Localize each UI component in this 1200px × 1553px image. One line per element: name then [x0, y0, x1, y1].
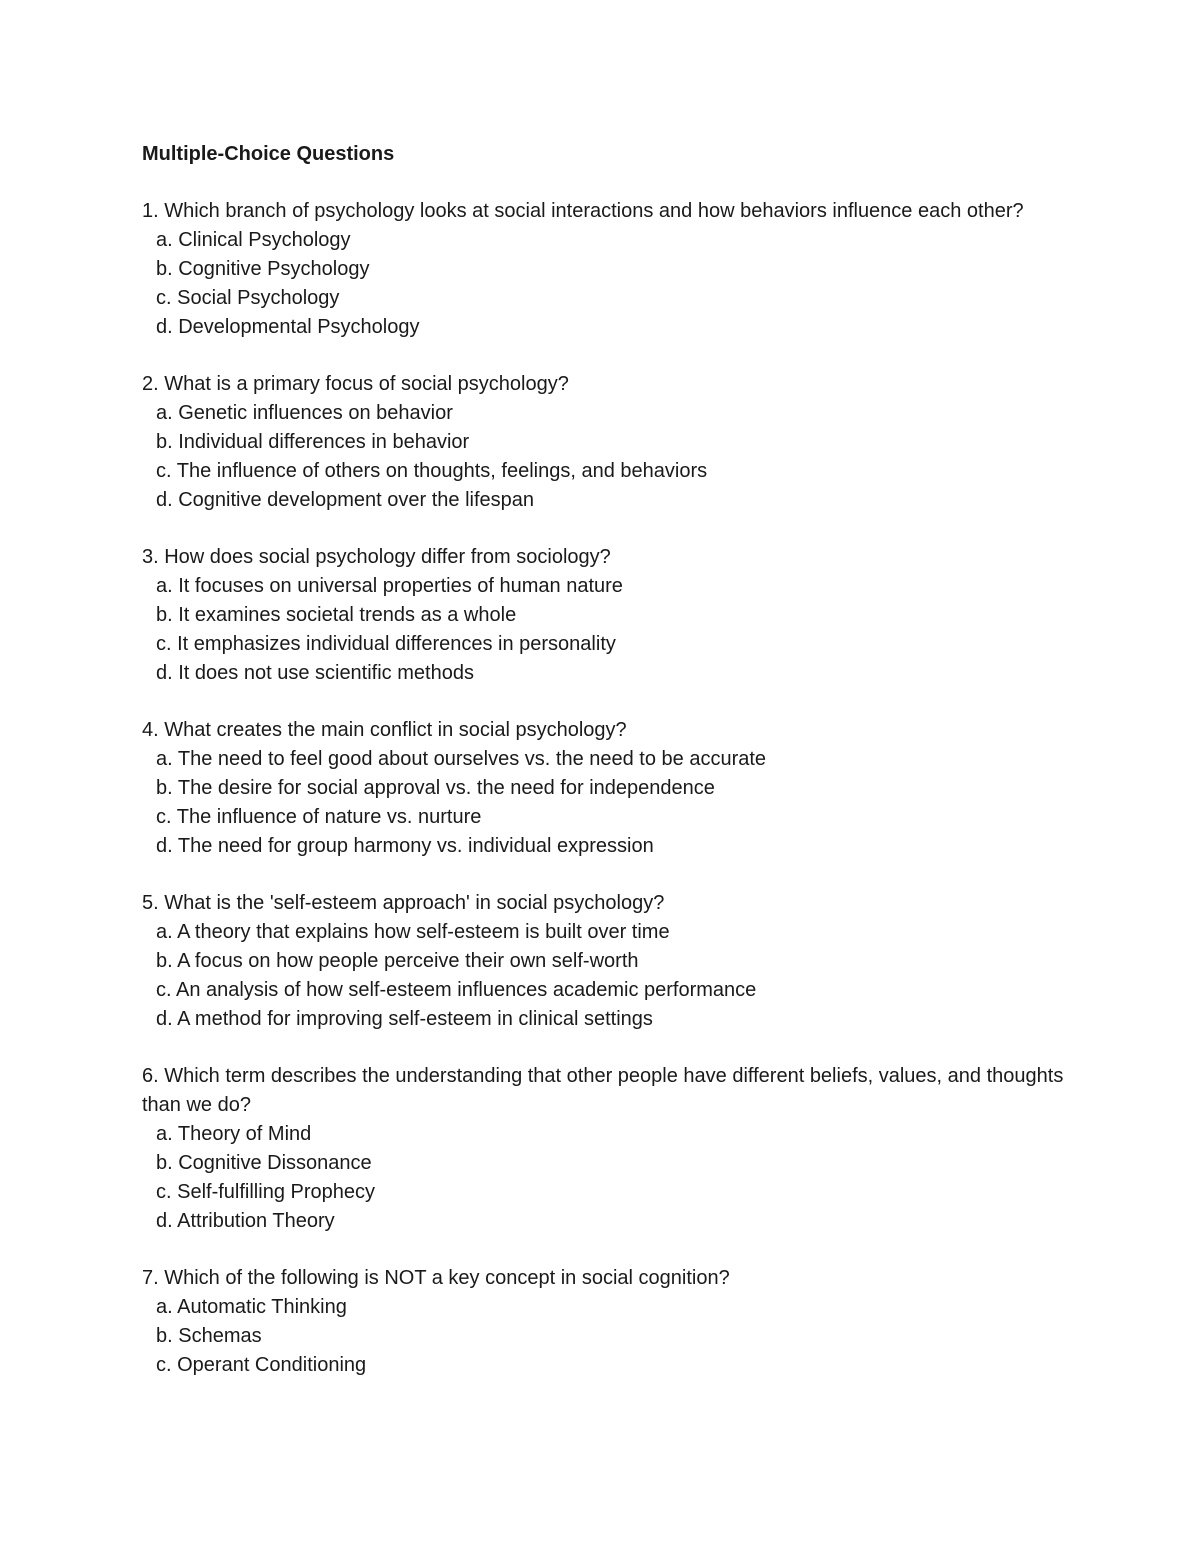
question-stem: 3. How does social psychology differ from sociology?: [142, 546, 611, 568]
option-c: c. An analysis of how self-esteem influences academic performance: [156, 979, 757, 1001]
option-a: a. Clinical Psychology: [156, 229, 351, 251]
option-list: [142, 918, 1082, 1034]
option-b: b. Individual differences in behavior: [156, 431, 470, 453]
option-b: b. A focus on how people perceive their own self-worth: [156, 950, 639, 972]
option-b: b. It examines societal trends as a whole: [156, 604, 517, 626]
question-stem: 6. Which term describes the understanding that other people have different beliefs, values, and thoughts than we do?: [142, 1065, 1064, 1116]
option-a: a. The need to feel good about ourselves vs. the need to be accurate: [156, 748, 767, 770]
option-a: a. Automatic Thinking: [156, 1296, 347, 1318]
option-c: c. Operant Conditioning: [156, 1354, 367, 1376]
option-c: c. The influence of others on thoughts, feelings, and behaviors: [156, 460, 708, 482]
option-d: d. The need for group harmony vs. individual expression: [156, 835, 654, 857]
question-3: [142, 543, 1082, 688]
option-b: b. Cognitive Dissonance: [156, 1152, 372, 1174]
question-2: [142, 370, 1082, 515]
option-c: c. It emphasizes individual differences in personality: [156, 633, 616, 655]
question-7: [142, 1264, 1082, 1380]
question-1: [142, 197, 1082, 342]
option-a: a. Genetic influences on behavior: [156, 402, 453, 424]
option-b: b. The desire for social approval vs. the need for independence: [156, 777, 715, 799]
option-c: c. Self-fulfilling Prophecy: [156, 1181, 375, 1203]
option-c: c. Social Psychology: [156, 287, 340, 309]
option-list: [142, 399, 1082, 515]
option-d: d. A method for improving self-esteem in clinical settings: [156, 1008, 653, 1030]
question-stem: 1. Which branch of psychology looks at social interactions and how behaviors influence each other?: [142, 200, 1024, 222]
question-5: [142, 889, 1082, 1034]
question-stem: 7. Which of the following is NOT a key concept in social cognition?: [142, 1267, 730, 1289]
option-d: d. It does not use scientific methods: [156, 662, 474, 684]
option-list: [142, 1120, 1082, 1236]
option-a: a. Theory of Mind: [156, 1123, 312, 1145]
question-6: [142, 1062, 1082, 1236]
question-4: [142, 716, 1082, 861]
option-list: [142, 572, 1082, 688]
option-a: a. A theory that explains how self-esteem is built over time: [156, 921, 670, 943]
option-list: [142, 226, 1082, 342]
option-list: [142, 1293, 1082, 1380]
document-page: [142, 140, 1082, 1408]
option-d: d. Cognitive development over the lifespan: [156, 489, 535, 511]
option-list: [142, 745, 1082, 861]
question-stem: 5. What is the 'self-esteem approach' in social psychology?: [142, 892, 665, 914]
option-d: d. Developmental Psychology: [156, 316, 420, 338]
document-title: Multiple-Choice Questions: [142, 143, 395, 165]
option-b: b. Schemas: [156, 1325, 262, 1347]
question-stem: 2. What is a primary focus of social psychology?: [142, 373, 569, 395]
option-d: d. Attribution Theory: [156, 1210, 335, 1232]
option-b: b. Cognitive Psychology: [156, 258, 370, 280]
question-stem: 4. What creates the main conflict in social psychology?: [142, 719, 627, 741]
option-c: c. The influence of nature vs. nurture: [156, 806, 482, 828]
option-a: a. It focuses on universal properties of human nature: [156, 575, 623, 597]
